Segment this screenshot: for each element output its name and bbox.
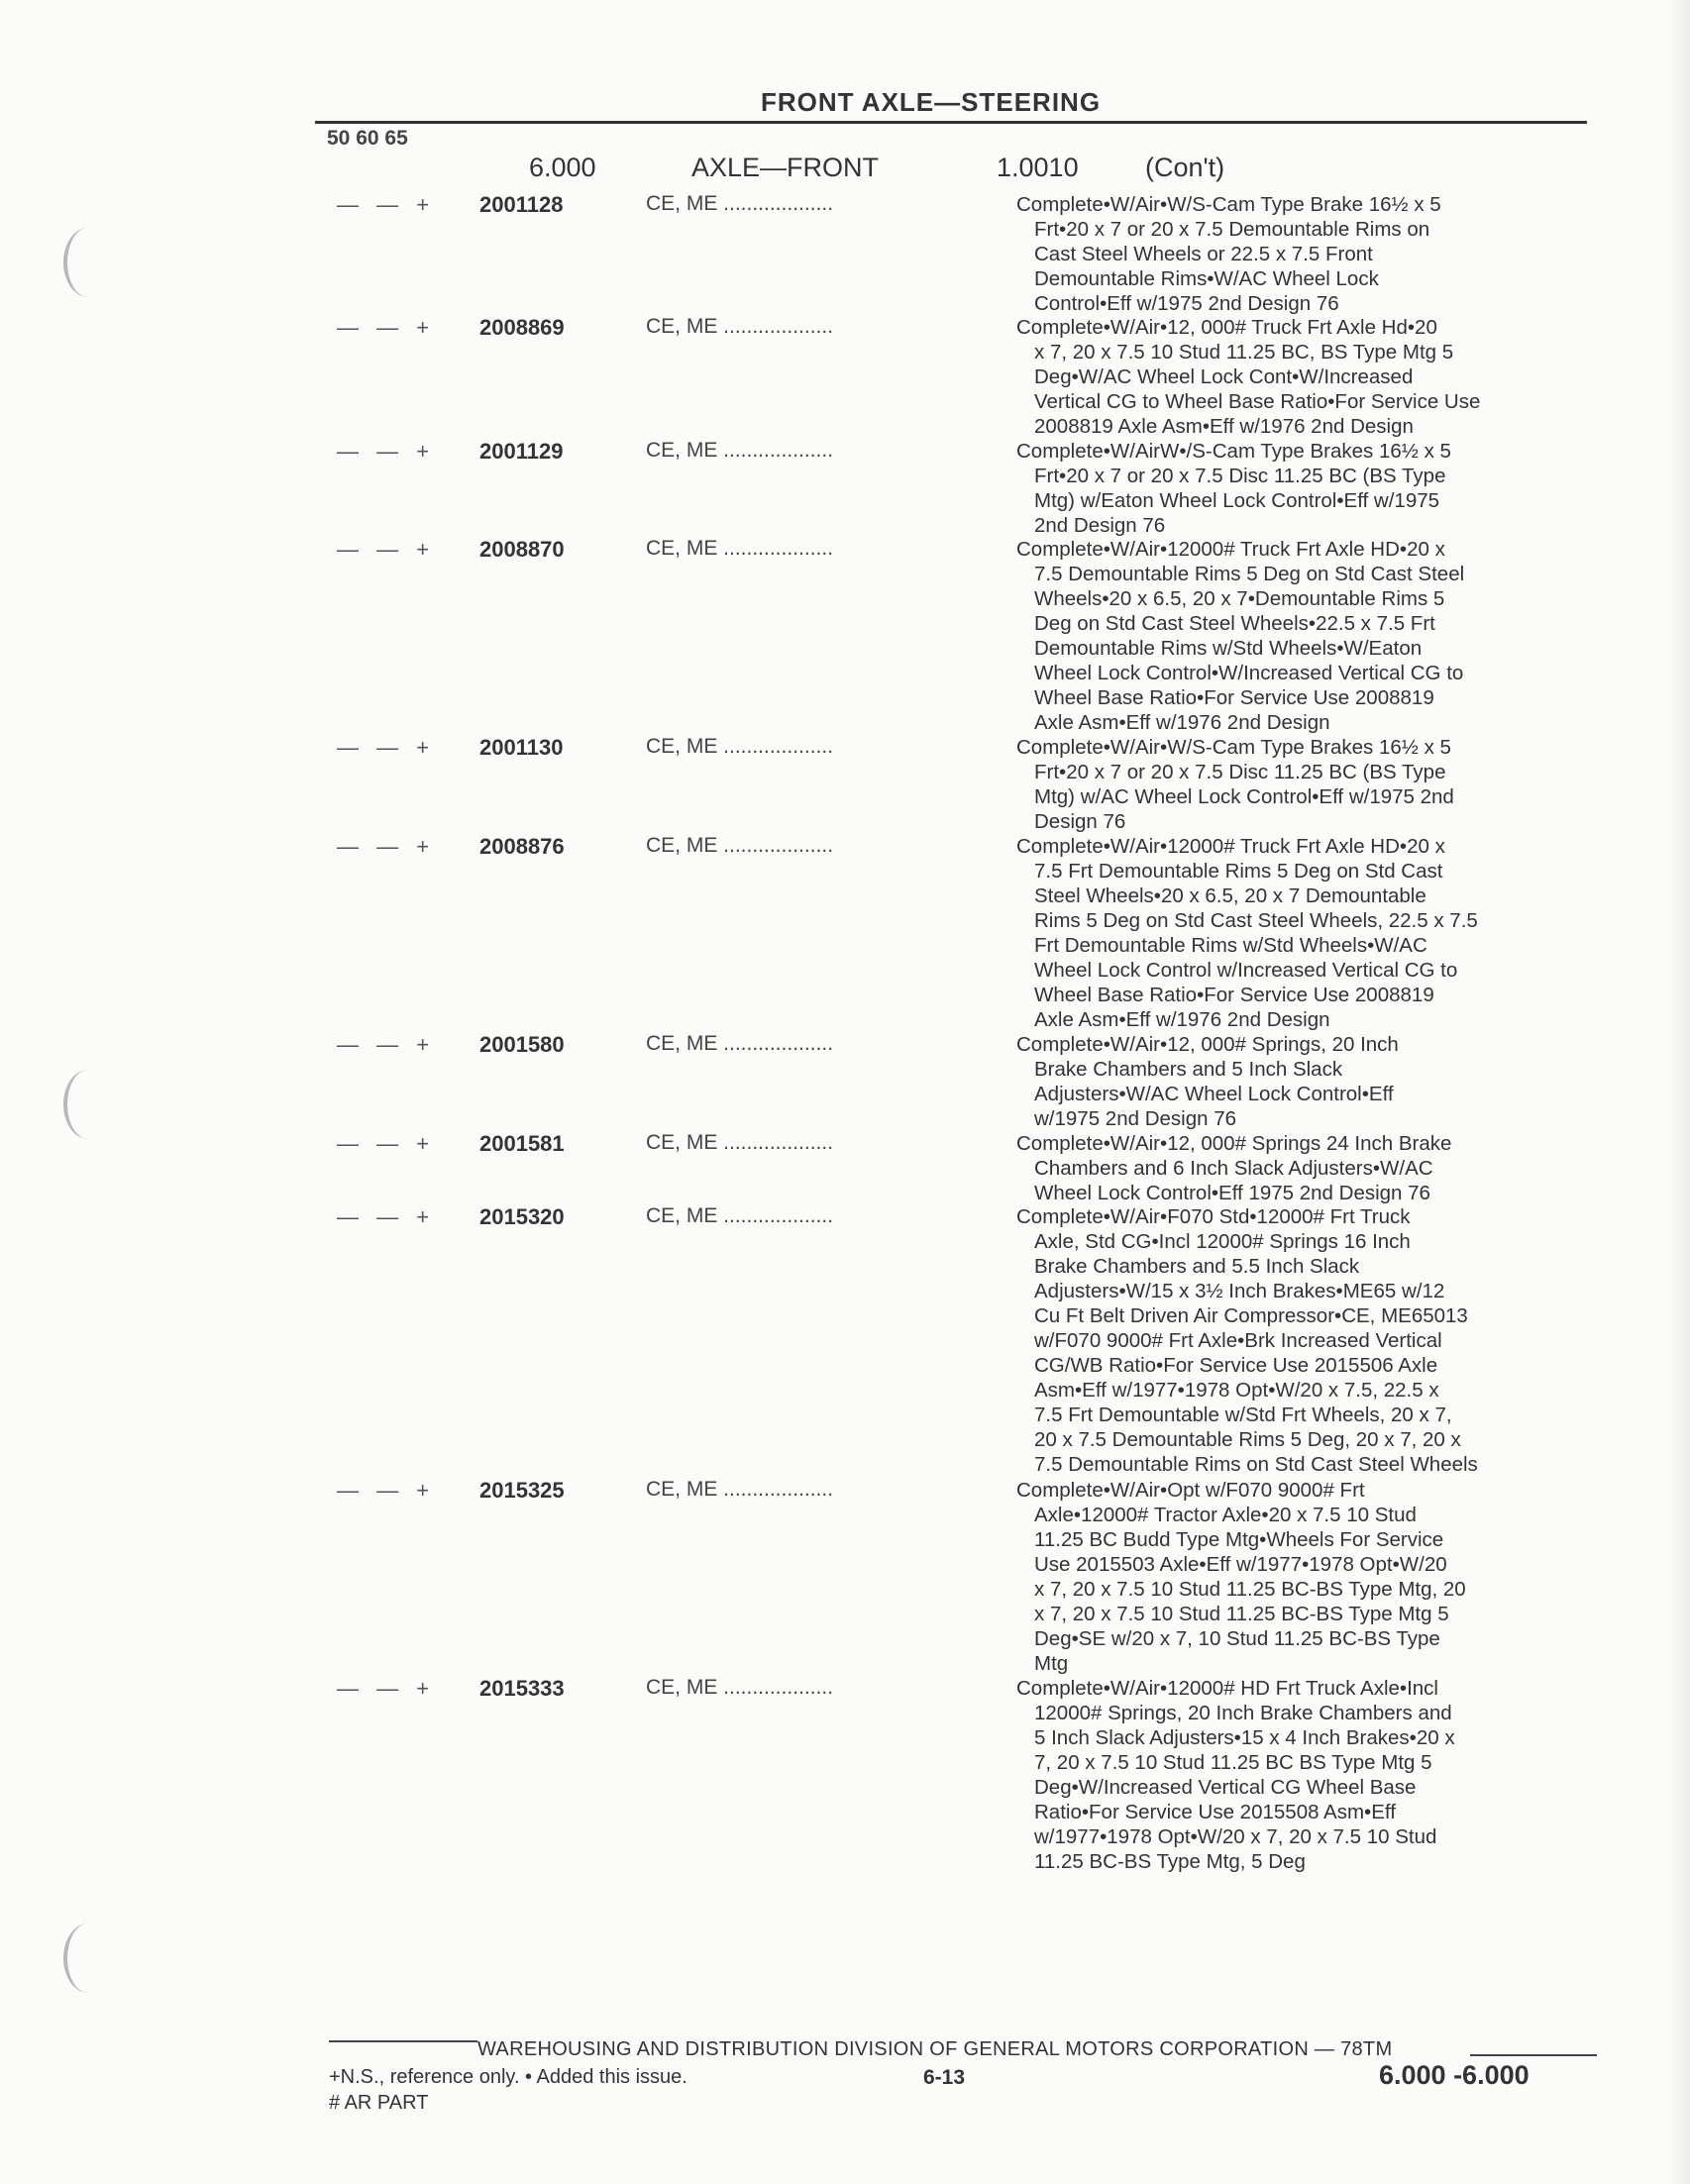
legend-ar: # AR PART	[329, 2092, 429, 2114]
description-line: x 7, 20 x 7.5 10 Stud 11.25 BC, BS Type Mtg 5	[1034, 341, 1454, 364]
description-line: Ratio•For Service Use 2015508 Asm•Eff	[1034, 1801, 1396, 1823]
part-description	[1016, 1032, 1589, 1131]
description-line: Use 2015503 Axle•Eff w/1977•1978 Opt•W/20	[1034, 1553, 1447, 1576]
usage-code: CE, ME ...................	[646, 1032, 834, 1055]
description-line: w/F070 9000# Frt Axle•Brk Increased Vertical	[1034, 1329, 1442, 1352]
binder-hole-bottom	[63, 1924, 113, 1993]
description-line: 7, 20 x 7.5 10 Stud 11.25 BC BS Type Mtg 5	[1034, 1751, 1432, 1774]
description-line: 5 Inch Slack Adjusters•15 x 4 Inch Brakes•20 x	[1034, 1726, 1455, 1749]
description-line: Complete•W/AirW•/S-Cam Type Brakes 16½ x 5	[1016, 440, 1451, 463]
part-number: 2001128	[479, 192, 564, 217]
part-description	[1016, 1204, 1589, 1477]
description-line: Brake Chambers and 5 Inch Slack	[1034, 1058, 1343, 1081]
description-line: Complete•W/Air•12000# Truck Frt Axle HD•20 x	[1016, 835, 1445, 858]
description-line: Wheel Base Ratio•For Service Use 2008819	[1034, 686, 1434, 709]
usage-code: CE, ME ...................	[646, 315, 834, 338]
description-line: 2nd Design 76	[1034, 514, 1166, 537]
description-line: Complete•W/Air•Opt w/F070 9000# Frt	[1016, 1479, 1365, 1502]
description-line: CG/WB Ratio•For Service Use 2015506 Axle	[1034, 1354, 1438, 1377]
part-description	[1016, 192, 1589, 316]
description-line: Deg•W/AC Wheel Lock Cont•W/Increased	[1034, 365, 1414, 388]
year-flags: — — +	[337, 1032, 436, 1057]
model-years: 50 60 65	[327, 127, 408, 150]
description-line: Mtg) w/AC Wheel Lock Control•Eff w/1975 2nd	[1034, 785, 1454, 808]
description-line: Wheel Lock Control•W/Increased Vertical CG to	[1034, 662, 1464, 684]
description-line: Steel Wheels•20 x 6.5, 20 x 7 Demountable	[1034, 884, 1426, 907]
description-line: Axle, Std CG•Incl 12000# Springs 16 Inch	[1034, 1230, 1411, 1253]
description-line: Chambers and 6 Inch Slack Adjusters•W/AC	[1034, 1157, 1433, 1180]
usage-code: CE, ME ...................	[646, 192, 834, 215]
description-line: Complete•W/Air•F070 Std•12000# Frt Truck	[1016, 1205, 1411, 1228]
year-flags: — — +	[337, 315, 436, 340]
part-description	[1016, 735, 1589, 834]
part-description	[1016, 1131, 1589, 1205]
description-line: Frt•20 x 7 or 20 x 7.5 Disc 11.25 BC (BS Type	[1034, 761, 1446, 783]
usage-code: CE, ME ...................	[646, 1676, 834, 1699]
footer-rule-left	[329, 2040, 477, 2042]
description-line: Deg•SE w/20 x 7, 10 Stud 11.25 BC-BS Type	[1034, 1627, 1440, 1650]
description-line: Complete•W/Air•12000# Truck Frt Axle HD•20 x	[1016, 538, 1445, 561]
description-line: Frt Demountable Rims w/Std Wheels•W/AC	[1034, 934, 1427, 957]
footer-division: WAREHOUSING AND DISTRIBUTION DIVISION OF GENERAL MOTORS CORPORATION — 78TM	[477, 2038, 1393, 2060]
part-description	[1016, 1676, 1589, 1874]
year-flags: — — +	[337, 1676, 436, 1701]
description-line: Cu Ft Belt Driven Air Compressor•CE, ME65013	[1034, 1304, 1468, 1327]
header-rule	[315, 121, 1587, 124]
description-line: Complete•W/Air•W/S-Cam Type Brakes 16½ x 5	[1016, 736, 1451, 759]
description-line: Wheel Lock Control•Eff 1975 2nd Design 76	[1034, 1182, 1430, 1204]
description-line: Axle•12000# Tractor Axle•20 x 7.5 10 Stud	[1034, 1504, 1417, 1526]
description-line: Axle Asm•Eff w/1976 2nd Design	[1034, 1008, 1330, 1031]
legend-ns: +N.S., reference only. • Added this issue.	[329, 2066, 687, 2088]
page-reference: 6.000 -6.000	[1379, 2060, 1530, 2090]
description-line: Wheel Base Ratio•For Service Use 2008819	[1034, 984, 1434, 1006]
description-line: 7.5 Frt Demountable Rims 5 Deg on Std Cast	[1034, 860, 1443, 883]
description-line: Frt•20 x 7 or 20 x 7.5 Demountable Rims on	[1034, 218, 1430, 241]
section-number: 6.000	[529, 153, 596, 182]
usage-code: CE, ME ...................	[646, 1131, 834, 1154]
year-flags: — — +	[337, 834, 436, 859]
description-line: Frt•20 x 7 or 20 x 7.5 Disc 11.25 BC (BS Type	[1034, 465, 1446, 487]
description-line: Complete•W/Air•12000# HD Frt Truck Axle•Incl	[1016, 1677, 1438, 1700]
usage-code: CE, ME ...................	[646, 735, 834, 758]
year-flags: — — +	[337, 735, 436, 760]
description-line: Vertical CG to Wheel Base Ratio•For Service Use	[1034, 390, 1481, 413]
section-continued: (Con't)	[1145, 153, 1225, 182]
description-line: Complete•W/Air•12, 000# Springs 24 Inch Brake	[1016, 1132, 1452, 1155]
usage-code: CE, ME ...................	[646, 439, 834, 462]
description-line: Axle Asm•Eff w/1976 2nd Design	[1034, 711, 1330, 734]
description-line: 7.5 Frt Demountable w/Std Frt Wheels, 20 x 7,	[1034, 1404, 1452, 1426]
part-number: 2008869	[479, 315, 565, 340]
description-line: w/1977•1978 Opt•W/20 x 7, 20 x 7.5 10 Stud	[1034, 1825, 1437, 1848]
description-line: Complete•W/Air•W/S-Cam Type Brake 16½ x 5	[1016, 193, 1441, 216]
usage-code: CE, ME ...................	[646, 537, 834, 560]
description-line: Adjusters•W/AC Wheel Lock Control•Eff	[1034, 1083, 1394, 1105]
year-flags: — — +	[337, 1204, 436, 1229]
description-line: Design 76	[1034, 810, 1126, 833]
year-flags: — — +	[337, 192, 436, 217]
section-code: 1.0010	[997, 153, 1079, 182]
description-line: Complete•W/Air•12, 000# Springs, 20 Inch	[1016, 1033, 1399, 1056]
description-line: x 7, 20 x 7.5 10 Stud 11.25 BC-BS Type Mtg, 20	[1034, 1578, 1466, 1601]
part-number: 2001581	[479, 1131, 565, 1156]
description-line: Control•Eff w/1975 2nd Design 76	[1034, 292, 1339, 315]
page-edge-shadow	[1668, 0, 1690, 2184]
part-description	[1016, 315, 1589, 439]
description-line: Demountable Rims•W/AC Wheel Lock	[1034, 267, 1379, 290]
description-line: 2008819 Axle Asm•Eff w/1976 2nd Design	[1034, 415, 1414, 438]
year-flags: — — +	[337, 1478, 436, 1503]
part-number: 2001580	[479, 1032, 565, 1057]
part-number: 2015325	[479, 1478, 565, 1503]
description-line: Complete•W/Air•12, 000# Truck Frt Axle Hd•20	[1016, 316, 1437, 339]
description-line: Wheels•20 x 6.5, 20 x 7•Demountable Rims 5	[1034, 587, 1445, 610]
part-description	[1016, 537, 1589, 735]
description-line: Brake Chambers and 5.5 Inch Slack	[1034, 1255, 1360, 1278]
part-number: 2001129	[479, 439, 564, 464]
year-flags: — — +	[337, 1131, 436, 1156]
part-number: 2008870	[479, 537, 565, 562]
part-description	[1016, 439, 1589, 538]
part-number: 2001130	[479, 735, 564, 760]
description-line: 12000# Springs, 20 Inch Brake Chambers and	[1034, 1702, 1452, 1724]
year-flags: — — +	[337, 537, 436, 562]
description-line: 7.5 Demountable Rims 5 Deg on Std Cast Steel	[1034, 563, 1465, 585]
description-line: x 7, 20 x 7.5 10 Stud 11.25 BC-BS Type Mtg 5	[1034, 1603, 1449, 1625]
description-line: Wheel Lock Control w/Increased Vertical CG to	[1034, 959, 1458, 982]
description-line: Cast Steel Wheels or 22.5 x 7.5 Front	[1034, 243, 1373, 265]
part-number: 2008876	[479, 834, 565, 859]
description-line: w/1975 2nd Design 76	[1034, 1107, 1237, 1130]
section-name: AXLE—FRONT	[691, 153, 880, 182]
part-description	[1016, 834, 1589, 1032]
part-description	[1016, 1478, 1589, 1676]
part-number: 2015333	[479, 1676, 565, 1701]
description-line: Deg•W/Increased Vertical CG Wheel Base	[1034, 1776, 1417, 1799]
page-title: FRONT AXLE—STEERING	[761, 87, 1102, 117]
binder-hole-top	[63, 228, 113, 297]
description-line: 7.5 Demountable Rims on Std Cast Steel Wheels	[1034, 1453, 1478, 1476]
usage-code: CE, ME ...................	[646, 1204, 834, 1227]
description-line: Adjusters•W/15 x 3½ Inch Brakes•ME65 w/12	[1034, 1280, 1445, 1302]
part-number: 2015320	[479, 1204, 565, 1229]
binder-hole-middle	[63, 1070, 113, 1139]
page-number: 6-13	[923, 2066, 966, 2089]
usage-code: CE, ME ...................	[646, 1478, 834, 1501]
description-line: Mtg) w/Eaton Wheel Lock Control•Eff w/1975	[1034, 489, 1440, 512]
description-line: 11.25 BC Budd Type Mtg•Wheels For Service	[1034, 1528, 1444, 1551]
description-line: 20 x 7.5 Demountable Rims 5 Deg, 20 x 7, 20 x	[1034, 1428, 1461, 1451]
usage-code: CE, ME ...................	[646, 834, 834, 857]
description-line: Asm•Eff w/1977•1978 Opt•W/20 x 7.5, 22.5 x	[1034, 1379, 1439, 1402]
description-line: Deg on Std Cast Steel Wheels•22.5 x 7.5 Frt	[1034, 612, 1435, 635]
footer-rule-right	[1470, 2054, 1597, 2056]
description-line: Rims 5 Deg on Std Cast Steel Wheels, 22.5 x 7.5	[1034, 909, 1478, 932]
description-line: Demountable Rims w/Std Wheels•W/Eaton	[1034, 637, 1423, 660]
year-flags: — — +	[337, 439, 436, 464]
description-line: 11.25 BC-BS Type Mtg, 5 Deg	[1034, 1850, 1306, 1873]
description-line: Mtg	[1034, 1652, 1069, 1675]
